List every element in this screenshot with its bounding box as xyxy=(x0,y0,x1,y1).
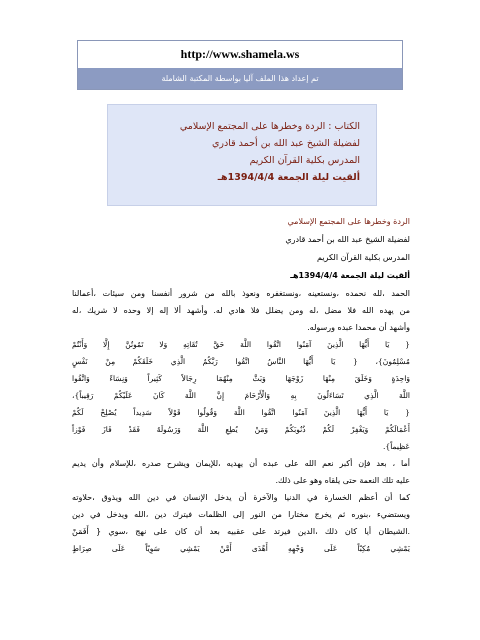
body-line: عليه تلك النعمة حتى يلقاه وهو على ذلك. xyxy=(275,476,410,485)
source-header xyxy=(77,40,403,90)
book-author: لفضيلة الشيخ عبد الله بن أحمد قادري xyxy=(211,138,360,149)
book-title: الكتاب : الردة وخطرها على المجتمع الإسلامي xyxy=(179,121,360,132)
verse-line: عَظِيماً}. xyxy=(382,442,410,451)
verse-line: أَعْمَالَكُمْ وَيَغْفِرْ لَكُمْ ذُنُوبَكُمْ وَمَنْ يُطِعِ اللَّهَ وَرَسُولَهُ فَقَدْ فَازَ فَوْزاً xyxy=(72,425,410,434)
verse-line: يَمْشِي مُكِبّاً عَلَى وَجْهِهِ أَهْدَى أَمَّنْ يَمْشِي سَوِيّاً عَلَى صِرَاطٍ xyxy=(72,544,410,553)
book-info-card xyxy=(107,104,377,206)
document-meta xyxy=(72,213,410,285)
lecture-date: ألقيت ليلة الجمعة 1394/4/4هـ xyxy=(217,172,360,183)
doc-author: لفضيلة الشيخ عبد الله بن أحمد قادري xyxy=(285,235,410,244)
body-line: وأشهد أن محمدا عبده ورسوله. xyxy=(307,323,410,332)
verse-line: وَاحِدَةٍ وَخَلَقَ مِنْهَا زَوْجَهَا وَبَثَّ مِنْهُمَا رِجَالاً كَثِيراً وَنِسَاءً وَاتَّقُوا xyxy=(72,374,410,383)
body-line: كما أن أعظم الخسارة في الدنيا والآخرة أن يدخل الإنسان في دين الله ويذوق ،حلاوته xyxy=(72,493,410,502)
document-body xyxy=(72,213,410,557)
doc-date: ألقيت ليلة الجمعة 1394/4/4هـ xyxy=(290,271,410,280)
body-line: .الشيطان أيا كان ذلك ،الدين فيرتد على عقبيه بعد أن كان على نهج ،سوي { أَفَمَنْ xyxy=(72,527,410,536)
author-position: المدرس بكلية القرآن الكريم xyxy=(249,155,360,166)
doc-title: الردة وخطرها على المجتمع الإسلامي xyxy=(287,217,410,226)
body-line: ويستضيء ،بنوره ثم يخرج مختارا من النور إلى الظلمات فيترك دين ،الله ويدخل في دين xyxy=(72,510,410,519)
body-line: من يهده الله فلا مضل ،له ومن يضلل فلا هادي له. وأشهد ألا إله إلا وحده لا شريك ،له xyxy=(72,306,410,315)
source-url[interactable]: http://www.shamela.ws xyxy=(180,47,300,61)
source-note-band: تم إعداد هذا الملف آليا بواسطة المكتبة الشاملة xyxy=(78,68,402,89)
body-line: أما ، بعد فإن أكبر نعم الله على عبده أن يهديه ،للإيمان ويشرح صدره ،للإسلام وأن يديم xyxy=(72,459,410,468)
verse-line: اللَّهَ الَّذِي تَسَاءَلُونَ بِهِ وَالْأَرْحَامَ إِنَّ اللَّهَ كَانَ عَلَيْكُمْ رَقِيباً}، xyxy=(72,391,410,400)
doc-position: المدرس بكلية القرآن الكريم xyxy=(317,253,410,262)
verse-line: { يَا أَيُّهَا الَّذِينَ آمَنُوا اتَّقُوا اللَّهَ حَقَّ تُقَاتِهِ وَلا تَمُوتُنَّ إِلَّا وَأَنْتُمْ xyxy=(72,340,410,349)
body-line: الحمد ،لله نحمده ،ونستعينه ،ونستغفره ونعوذ بالله من شرور أنفسنا ومن سيئات ،أعمالنا xyxy=(72,289,410,298)
body-text xyxy=(72,285,410,557)
verse-line: مُسْلِمُونَ}، { يَا أَيُّهَا النَّاسُ اتَّقُوا رَبَّكُمُ الَّذِي خَلَقَكُمْ مِنْ نَفْسٍ xyxy=(72,357,410,366)
verse-line: { يَا أَيُّهَا الَّذِينَ آمَنُوا اتَّقُوا اللَّهَ وَقُولُوا قَوْلاً سَدِيداً يُصْلِحْ لَكُمْ xyxy=(72,408,410,417)
